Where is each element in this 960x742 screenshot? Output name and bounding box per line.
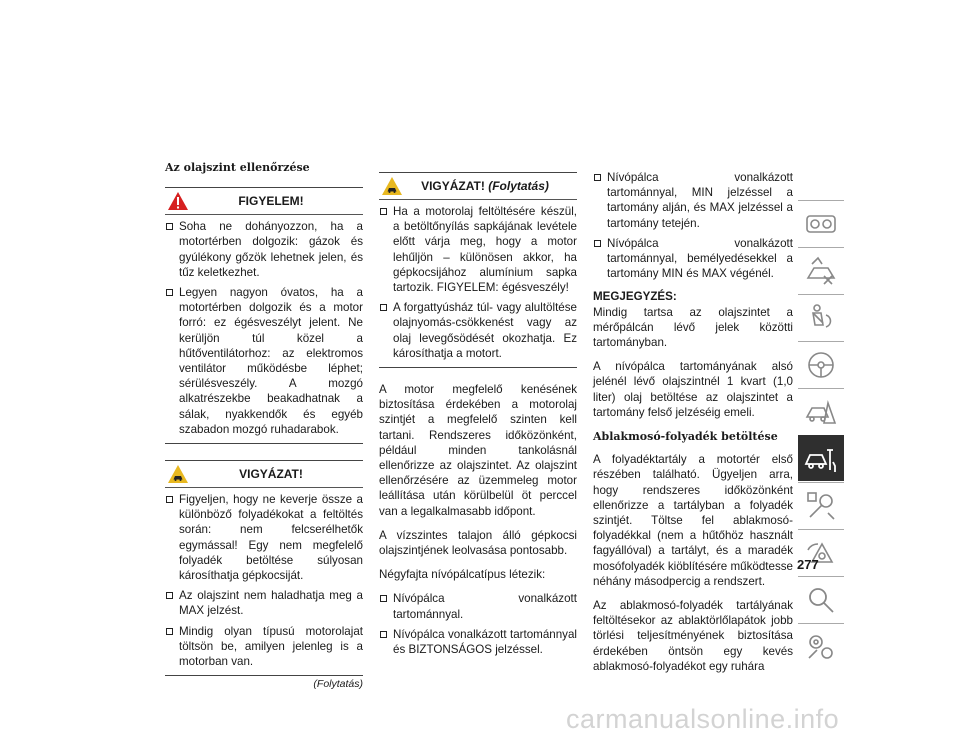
tab-emergency[interactable] bbox=[798, 388, 844, 434]
section-heading-washer-fluid: Ablakmosó-folyadék betöltése bbox=[593, 430, 778, 444]
warning-continued-box bbox=[379, 172, 577, 368]
list-item: Figyeljen, hogy ne keverje össze a különböző folyadékokat a feltöltés során: nem felcserélhetők egymással! Egy nem megfelelő folyadék betöltése súlyosan károsíthatja gépkocsiját. bbox=[165, 492, 363, 583]
tab-index[interactable] bbox=[798, 576, 844, 622]
caution-list bbox=[165, 215, 363, 443]
section-heading-oil-level: Az olajszint ellenőrzése bbox=[165, 161, 310, 174]
safety-icon bbox=[804, 254, 838, 288]
list-item: Nívópálca vonalkázott tartománnyal. bbox=[379, 591, 577, 621]
index-search-icon bbox=[804, 583, 838, 617]
list-item: Nívópálca vonalkázott tartománnyal, MIN jelzéssel a tartomány alján, és MAX jelzéssel a tartomány tetején. bbox=[593, 170, 793, 231]
tab-steering[interactable] bbox=[798, 341, 844, 387]
list-item: Legyen nagyon óvatos, ha a motortérben dolgozik és a motor forró: ez égésveszélyt jelent. Ne kerüljön túl közel a hűtőventilátorhoz: az elektromos ventilátor működésbe léphet; sérülésveszély. A mozgó alkatrészekbe beakadhatnak a sálak, nyakkendők és egyéb szabadon mozgó ruhadarabok. bbox=[165, 285, 363, 437]
paragraph: Az ablakmosó-folyadék tartályának feltöltésekor az ablaktörlőlapátok jobb törlési teljesítményének biztosítása érdekében öntsön egy kevés ablakmosó-folyadékot egy ruhára bbox=[593, 599, 793, 673]
page-number: 277 bbox=[797, 557, 819, 572]
tab-dashboard[interactable] bbox=[798, 200, 844, 246]
tab-technical[interactable] bbox=[798, 623, 844, 669]
caution-box-title: FIGYELEM! bbox=[238, 194, 304, 209]
emergency-icon bbox=[804, 395, 838, 429]
warning-continued-title: VIGYÁZAT! bbox=[421, 179, 485, 193]
column-left bbox=[165, 160, 363, 692]
car-service-icon bbox=[804, 442, 838, 476]
list-item: Nívópálca vonalkázott tartománnyal, bemélyedésekkel a tartomány MIN és MAX végénél. bbox=[593, 236, 793, 282]
tab-car-service[interactable] bbox=[798, 435, 844, 481]
paragraph: A folyadéktartály a motortér első részében található. Ügyeljen arra, hogy rendszeres időközönként ellenőrizze a tartályban a folyadék szintjét. Töltse fel ablakmosó-folyadékkal (nem a hűtőhöz használt fagyállóval) a tartályt, és a maradék mosófolyadék kiöblítésére működtesse néhány másodpercig a rendszert. bbox=[593, 453, 793, 588]
warning-continued-header bbox=[379, 173, 577, 200]
caution-box bbox=[165, 187, 363, 444]
paragraph: A vízszintes talajon álló gépkocsi olajszintjének leolvasása pontosabb. bbox=[379, 528, 577, 558]
column-middle bbox=[379, 172, 577, 665]
watermark: carmanualsonline.info bbox=[566, 704, 840, 734]
tab-safety[interactable] bbox=[798, 247, 844, 293]
caution-box-header bbox=[165, 188, 363, 215]
steering-wheel-icon bbox=[804, 348, 838, 382]
dipstick-type-list-continued bbox=[593, 170, 793, 281]
warning-continued-suffix: (Folytatás) bbox=[488, 179, 549, 193]
paragraph: Négyfajta nívópálcatípus létezik: bbox=[379, 568, 546, 582]
paragraph: A motor megfelelő kenésének biztosítása érdekében a motorolaj szintjét a megfelelő szinten kell tartani. Rendszeres időközönként, például minden tankolásnál ellenőrizze az olajszintet. Az olajszint ellenőrzésére az üzemmeleg motor leállítása után körülbelül öt perccel van a legalkalmasabb időpont. bbox=[379, 383, 577, 518]
list-item: A forgattyúsház túl- vagy alultöltése olajnyomás-csökkenést vagy az olaj levegősödését okozhatja. Ez károsíthatja a motort. bbox=[379, 300, 577, 361]
technical-data-icon bbox=[804, 630, 838, 664]
paragraph: A nívópálca tartományának alsó jelénél lévő olajszintnél 1 kvart (1,0 liter) olaj betöltése az olajszintet a tartomány felső jelzéséig emeli. bbox=[593, 360, 793, 419]
chapter-tabs bbox=[798, 200, 844, 670]
maintenance-icon bbox=[804, 489, 838, 523]
warning-car-icon bbox=[381, 176, 403, 196]
tab-maintenance[interactable] bbox=[798, 482, 844, 528]
note-label: MEGJEGYZÉS: bbox=[593, 290, 677, 304]
warning-continued-list bbox=[379, 200, 577, 367]
continued-note: (Folytatás) bbox=[313, 678, 363, 691]
list-item: Ha a motorolaj feltöltésére készül, a betöltőnyílás sapkájának levétele előtt várja meg, hogy a motor lehűljön – különösen akkor, ha gépkocsijához alumínium sapka tartozik. FIGYELEM: égésveszély! bbox=[379, 204, 577, 295]
warning-box-title: VIGYÁZAT! bbox=[239, 467, 303, 482]
warning-car-icon bbox=[167, 464, 189, 484]
note-text: Mindig tartsa az olajszintet a mérőpálcán lévő jelek közötti tartományban. bbox=[593, 305, 793, 350]
list-item: Nívópálca vonalkázott tartománnyal és BIZTONSÁGOS jelzéssel. bbox=[379, 627, 577, 657]
seatbelt-icon bbox=[804, 301, 838, 335]
warning-list bbox=[165, 488, 363, 675]
list-item: Mindig olyan típusú motorolajat töltsön be, amilyen jelenleg is a motorban van. bbox=[165, 624, 363, 670]
tab-seatbelt[interactable] bbox=[798, 294, 844, 340]
caution-triangle-icon bbox=[167, 191, 189, 211]
column-right bbox=[593, 170, 793, 674]
warning-box-header bbox=[165, 461, 363, 488]
dipstick-type-list bbox=[379, 591, 577, 657]
list-item: Az olajszint nem haladhatja meg a MAX jelzést. bbox=[165, 588, 363, 618]
warning-box bbox=[165, 460, 363, 676]
dashboard-icon bbox=[804, 207, 838, 241]
list-item: Soha ne dohányozzon, ha a motortérben dolgozik: gázok és gyúlékony gőzök lehetnek jelen, és tűz keletkezhet. bbox=[165, 219, 363, 280]
